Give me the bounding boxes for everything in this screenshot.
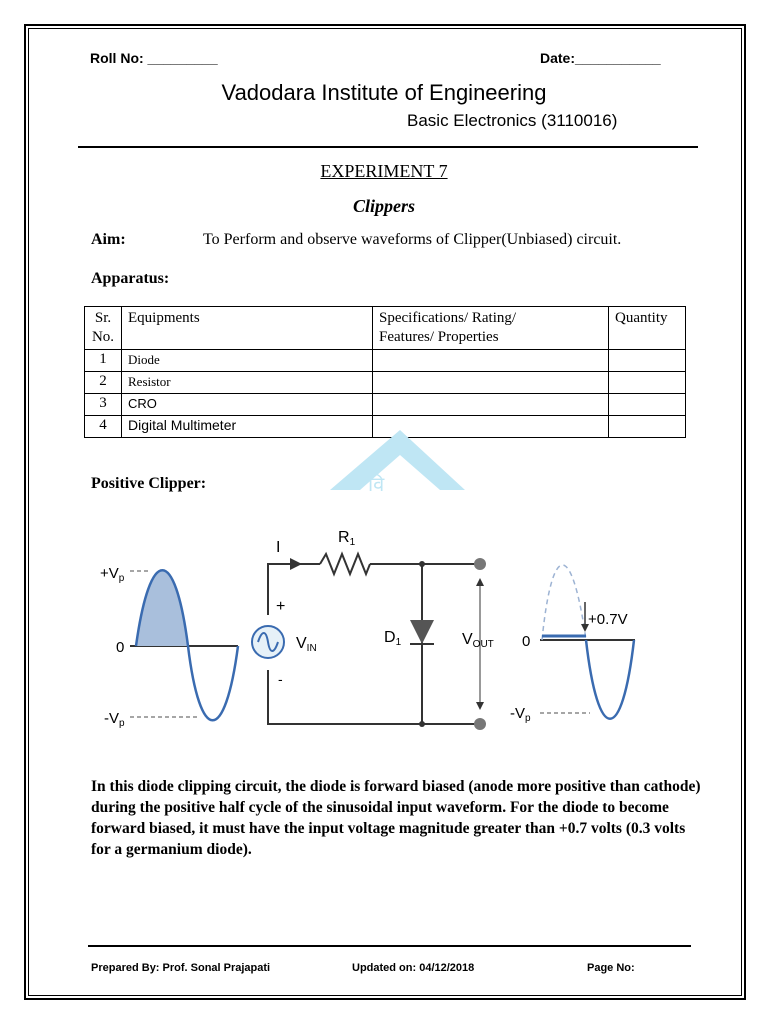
label-r1: R1 [338, 529, 356, 548]
row-sr: 2 [85, 372, 122, 394]
header-specifications: Specifications/ Rating/ Features/ Properties [373, 307, 609, 350]
output-terminal-bottom [474, 718, 486, 730]
watermark-roof [330, 430, 465, 490]
header-equipments: Equipments [122, 307, 373, 350]
row-sr: 4 [85, 416, 122, 438]
header-divider [78, 146, 698, 148]
label-plus-vp: $+V_p$ [100, 565, 125, 584]
table-row [85, 372, 686, 394]
output-terminal-top [474, 558, 486, 570]
label-plus: + [276, 598, 286, 615]
apparatus-label: Apparatus: [91, 270, 170, 287]
row-quantity-cell [609, 350, 686, 372]
label-zero-input: 0 [116, 639, 125, 656]
wire-bottom [268, 670, 480, 724]
label-minus-vp: $-V_p$ [104, 710, 125, 729]
label-current: I [276, 539, 281, 556]
vout-arrow-up [476, 578, 484, 586]
course-title: Basic Electronics (3110016) [407, 111, 618, 130]
node-bottom [419, 721, 425, 727]
description-paragraph: In this diode clipping circuit, the diode is forward biased (anode more positive than cathode) during the positive half cycle of the sinusoidal input waveform. For the diode to become forward biased, it must have the input voltage magnitude greater than +0.7 volts (0.3 volts for a germanium diode). [91, 778, 701, 858]
row-equipment: Diode [122, 350, 373, 372]
output-waveform [586, 640, 634, 719]
header-quantity: Quantity [609, 307, 686, 350]
footer-divider [88, 945, 691, 947]
experiment-title: Clippers [352, 196, 415, 216]
prepared-by: Prepared By: Prof. Sonal Prajapati [91, 962, 271, 974]
row-quantity-cell [609, 394, 686, 416]
institute-name-text: Vadodara Institute of Engineering [221, 80, 547, 105]
experiment-number: EXPERIMENT 7 [320, 161, 448, 181]
label-minus: - [278, 671, 283, 687]
current-arrow [290, 558, 302, 570]
output-clipped-ghost [542, 565, 586, 640]
aim-label: Aim: [91, 231, 126, 248]
apparatus-table [84, 306, 686, 438]
table-header-row [85, 307, 686, 350]
updated-on: Updated on: 04/12/2018 [352, 962, 475, 974]
row-equipment: CRO [122, 394, 373, 416]
vout-arrow-down [476, 702, 484, 710]
label-d1: D1 [384, 629, 402, 648]
label-vout: VOUT [462, 631, 494, 650]
watermark-text: वि [368, 472, 385, 495]
page-no: Page No: [587, 962, 635, 974]
diode-symbol [410, 620, 434, 644]
row-equipment: Resistor [122, 372, 373, 394]
table-row [85, 350, 686, 372]
label-vin: VIN [296, 635, 317, 654]
watermark-logo [300, 425, 470, 495]
row-spec-cell [373, 394, 609, 416]
row-quantity-cell [609, 416, 686, 438]
node-top [419, 561, 425, 567]
positive-clipper-heading: Positive Clipper: [91, 475, 207, 492]
table-row [85, 394, 686, 416]
row-sr: 3 [85, 394, 122, 416]
aim-text: To Perform and observe waveforms of Clipper(Unbiased) circuit. [203, 231, 622, 248]
label-output-neg-vp: $-V_p$ [510, 705, 531, 724]
row-quantity-cell [609, 372, 686, 394]
resistor-r1 [320, 554, 370, 574]
row-spec-cell [373, 350, 609, 372]
row-sr: 1 [85, 350, 122, 372]
roll-no-field: Roll No: _________ [90, 50, 218, 66]
row-equipment: Digital Multimeter [122, 416, 373, 438]
header-sr-no: Sr. No. [85, 307, 122, 350]
institute-name [0, 80, 768, 106]
label-clip-level: +0.7V [588, 611, 628, 628]
label-zero-output: 0 [522, 633, 531, 650]
date-field: Date:___________ [540, 50, 661, 66]
positive-clipper-circuit [90, 520, 650, 740]
row-spec-cell [373, 372, 609, 394]
